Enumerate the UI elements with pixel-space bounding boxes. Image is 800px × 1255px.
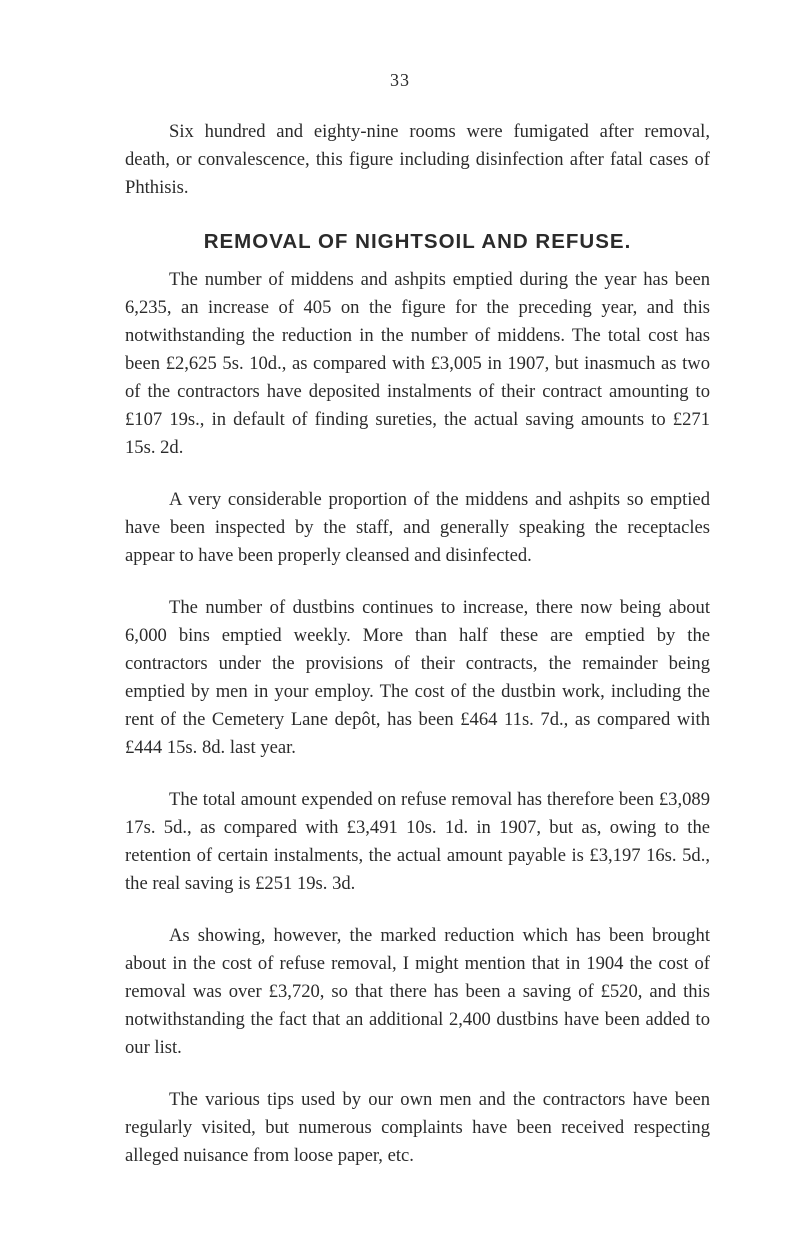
page-number: 33 xyxy=(390,70,410,90)
paragraph-reduction: As showing, however, the marked reduction which has been brought about in the cost of refuse removal, I might mention that in 1904 the cost of removal was over £3,720, so that there has been a saving of £520, and this notwithstanding the fact that an additional 2,400 dustbins have been added to our list. xyxy=(125,925,710,1058)
paragraph-dustbins: The number of dustbins continues to increase, there now being about 6,000 bins emptied weekly. More than half these are emptied by the contractors under the provisions of their contracts, the remainder being emptied by men in your employ. The cost of the dustbin work, including the rent of the Cemetery Lane depôt, has been £464 11s. 7d., as compared with £444 15s. 8d. last year. xyxy=(125,597,710,758)
paragraph-tips: The various tips used by our own men and the contractors have been regularly visited, but numerous complaints have been received respecting alleged nuisance from loose paper, etc. xyxy=(125,1089,710,1166)
paragraph-inspection: A very considerable proportion of the middens and ashpits so emptied have been inspected by the staff, and generally speaking the receptacles appear to have been properly cleansed and disinfected. xyxy=(125,489,710,566)
page-content xyxy=(125,118,710,1194)
paragraph-middens: The number of middens and ashpits emptied during the year has been 6,235, an increase of 405 on the figure for the preceding year, and this notwithstanding the reduction in the number of middens. The total cost has been £2,625 5s. 10d., as compared with £3,005 in 1907, but inasmuch as two of the contractors have deposited instalments of their contract amounting to £107 19s., in default of finding sureties, the actual saving amounts to £271 15s. 2d. xyxy=(125,269,710,458)
paragraph-total-amount: The total amount expended on refuse removal has therefore been £3,089 17s. 5d., as compared with £3,491 10s. 1d. in 1907, but as, owing to the retention of certain instalments, the actual amount payable is £3,197 16s. 5d., the real saving is £251 19s. 3d. xyxy=(125,789,710,894)
intro-paragraph: Six hundred and eighty-nine rooms were fumigated after removal, death, or convalescence, this figure including disinfection after fatal cases of Phthisis. xyxy=(125,121,710,198)
section-heading: REMOVAL OF NIGHTSOIL AND REFUSE. xyxy=(203,230,632,253)
